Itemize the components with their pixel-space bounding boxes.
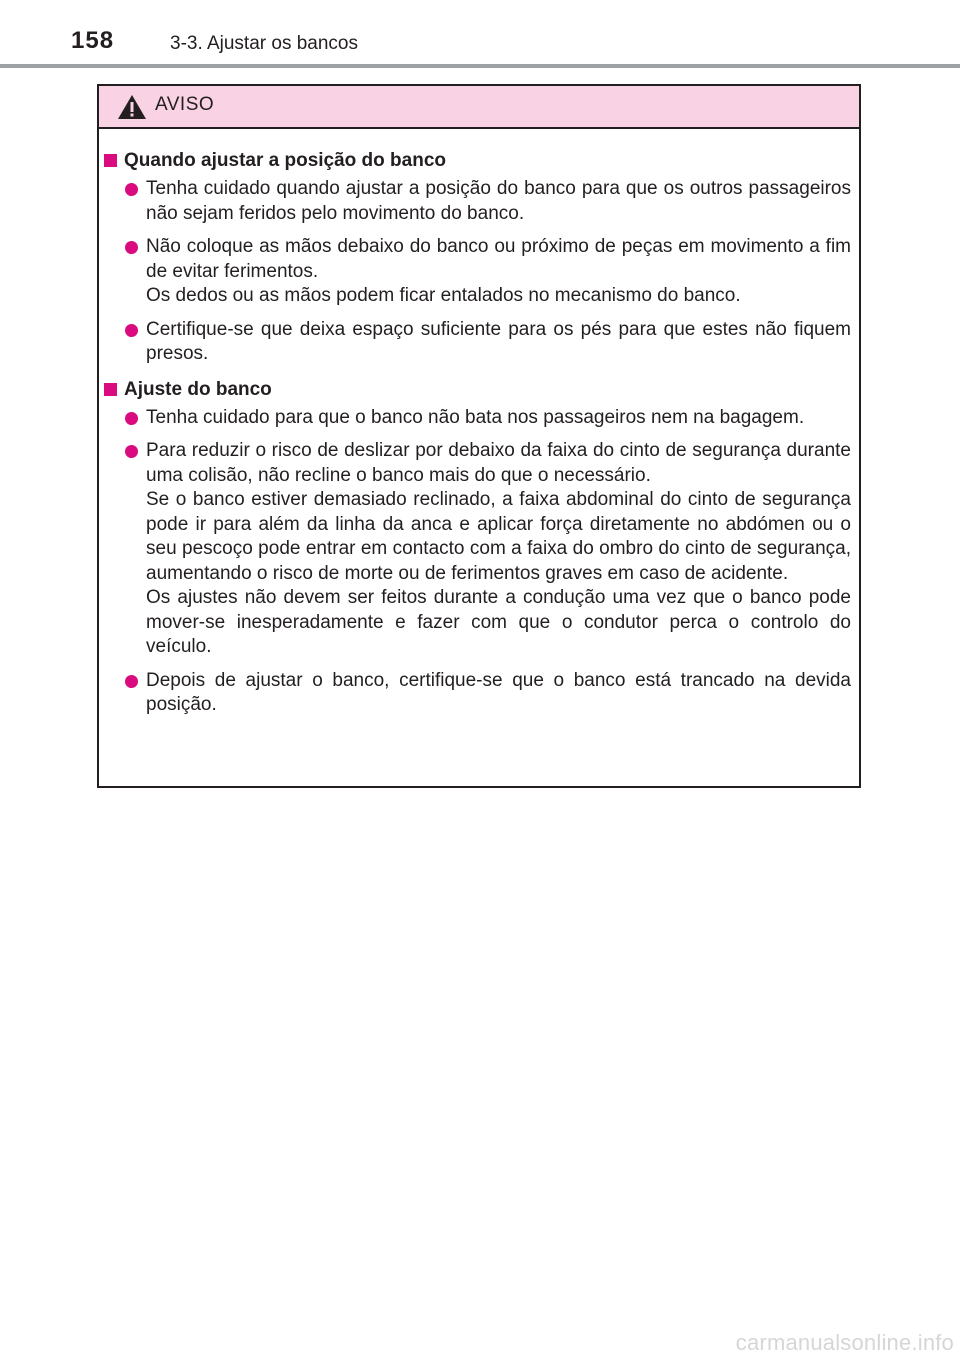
list-item [104, 669, 851, 718]
warning-box [97, 84, 861, 788]
list-item-text: Depois de ajustar o banco, certifique-se que o banco está trancado na devida posição. [146, 669, 851, 715]
round-bullet-icon [125, 324, 138, 337]
list-item [104, 235, 851, 309]
list-item-text: Os ajustes não devem ser feitos durante a condução uma vez que o banco pode mover-se inesperadamente e fazer com que o condutor perca o controlo do veículo. [146, 587, 851, 657]
square-bullet-icon [104, 383, 117, 396]
warning-triangle-icon [117, 94, 147, 120]
list-item [104, 177, 851, 226]
square-bullet-icon [104, 154, 117, 167]
round-bullet-icon [125, 241, 138, 254]
round-bullet-icon [125, 183, 138, 196]
round-bullet-icon [125, 675, 138, 688]
header-rule [0, 64, 960, 68]
list-item-text: Não coloque as mãos debaixo do banco ou próximo de peças em movimento a fim de evitar ferimentos. [146, 236, 851, 282]
section-heading-text: Quando ajustar a posição do banco [124, 150, 446, 171]
warning-body [99, 129, 859, 718]
section-heading [104, 147, 851, 174]
list-item [104, 439, 851, 660]
page-number: 158 [71, 27, 115, 54]
section-title: 3-3. Ajustar os bancos [170, 33, 358, 54]
list-item [104, 318, 851, 367]
list-item-text: Os dedos ou as mãos podem ficar entalados no mecanismo do banco. [146, 285, 741, 306]
round-bullet-icon [125, 412, 138, 425]
list-item [104, 406, 851, 431]
list-item-text: Se o banco estiver demasiado reclinado, a faixa abdominal do cinto de segurança pode ir para além da linha da anca e aplicar força diretamente no abdómen ou o seu pescoço pode entrar em contacto com a faixa do ombro do cinto de segurança, aumentando o risco de morte ou de ferimentos graves em caso de acidente. [146, 489, 851, 584]
warning-header [99, 86, 859, 129]
list-item-text: Tenha cuidado quando ajustar a posição do banco para que os outros passageiros não sejam feridos pelo movimento do banco. [146, 178, 851, 224]
watermark: carmanualsonline.info [735, 1330, 954, 1355]
section-heading [104, 376, 851, 403]
page-header [0, 0, 960, 66]
list-item-text: Certifique-se que deixa espaço suficiente para os pés para que estes não fiquem presos. [146, 318, 851, 364]
list-item-text: Para reduzir o risco de deslizar por debaixo da faixa do cinto de segurança durante uma colisão, não recline o banco mais do que o necessário. [146, 440, 851, 486]
warning-label: AVISO [155, 94, 215, 115]
section-heading-text: Ajuste do banco [124, 378, 272, 400]
round-bullet-icon [125, 445, 138, 458]
list-item-text: Tenha cuidado para que o banco não bata nos passageiros nem na bagagem. [146, 406, 805, 428]
